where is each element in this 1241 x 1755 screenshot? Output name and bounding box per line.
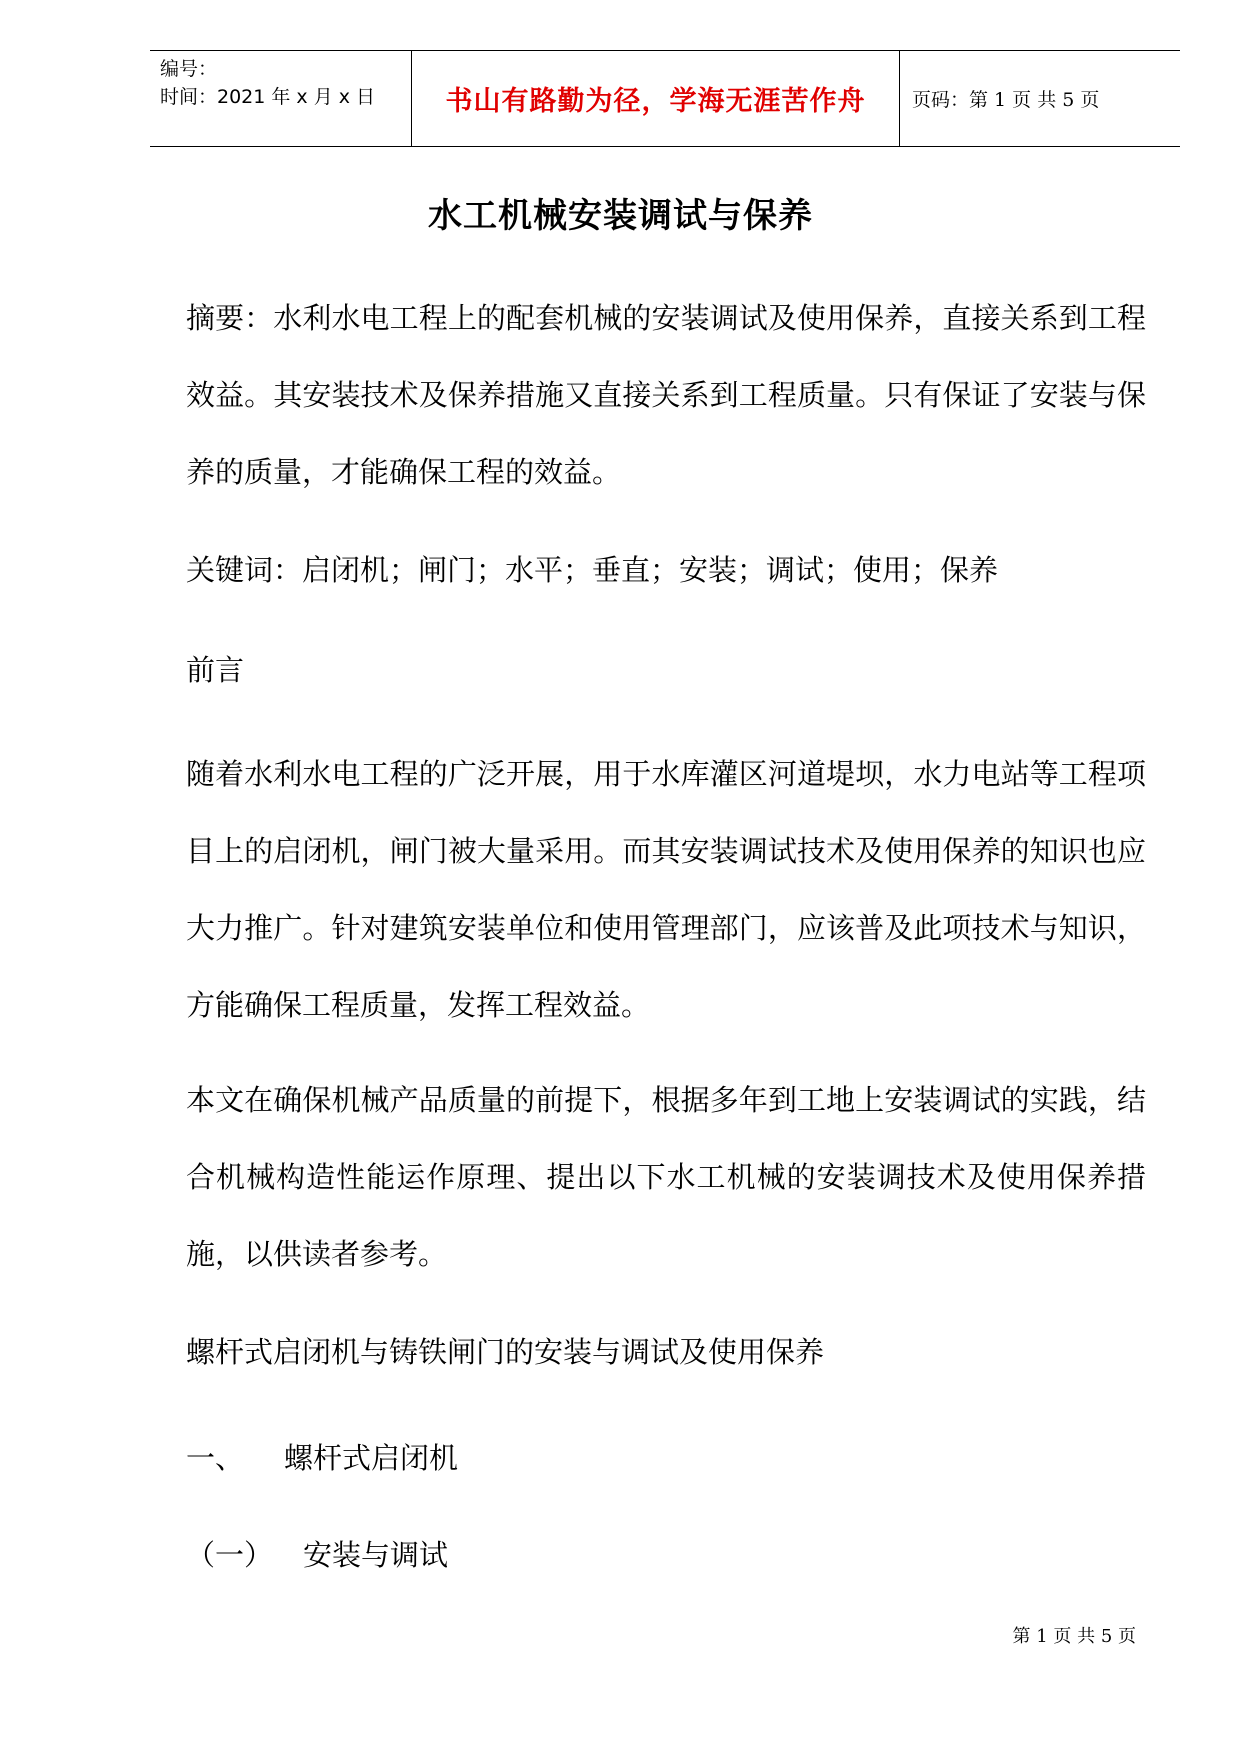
heading-level-2 xyxy=(186,1517,1146,1594)
intro-paragraph: 随着水利水电工程的广泛开展，用于水库灌区河道堤坝，水力电站等工程项目上的启闭机，闸门被大量采用。而其安装调试技术及使用保养的知识也应大力推广。针对建筑安装单位和使用管理部门，应该普及此项技术与知识，方能确保工程质量，发挥工程效益。 xyxy=(186,757,1146,1022)
heading-level-2-text: 安装与调试 xyxy=(303,1538,449,1572)
document-title: 水工机械安装调试与保养 xyxy=(428,196,813,236)
header-page-info: 页码：第 1 页 共 5 页 xyxy=(912,89,1100,111)
header-meta xyxy=(150,51,412,146)
section-heading: 螺杆式启闭机与铸铁闸门的安装与调试及使用保养 xyxy=(186,1335,825,1369)
header-page-info-cell xyxy=(900,51,1180,146)
heading-level-1-text: 螺杆式启闭机 xyxy=(284,1441,459,1475)
footer-page-number: 第 1 页 共 5 页 xyxy=(1012,1626,1136,1647)
purpose-paragraph: 本文在确保机械产品质量的前提下，根据多年到工地上安装调试的实践，结合机械构造性能运作原理、提出以下水工机械的安装调技术及使用保养措施，以供读者参考。 xyxy=(186,1083,1146,1271)
header-motto-cell xyxy=(412,51,900,146)
heading-level-2-number: （一） xyxy=(186,1538,274,1572)
keywords-line: 关键词：启闭机；闸门；水平；垂直；安装；调试；使用；保养 xyxy=(186,553,999,587)
heading-level-1-number: 一、 xyxy=(186,1441,245,1475)
page-header xyxy=(150,50,1180,147)
header-motto: 书山有路勤为径，学海无涯苦作舟 xyxy=(445,86,866,117)
document-time-label: 时间：2021 年 x 月 x 日 xyxy=(160,86,376,108)
heading-level-1 xyxy=(186,1420,1146,1497)
document-number-label: 编号： xyxy=(160,58,218,80)
abstract-paragraph: 摘要：水利水电工程上的配套机械的安装调试及使用保养，直接关系到工程效益。其安装技术及保养措施又直接关系到工程质量。只有保证了安装与保养的质量，才能确保工程的效益。 xyxy=(186,301,1146,489)
preface-heading: 前言 xyxy=(186,653,245,687)
